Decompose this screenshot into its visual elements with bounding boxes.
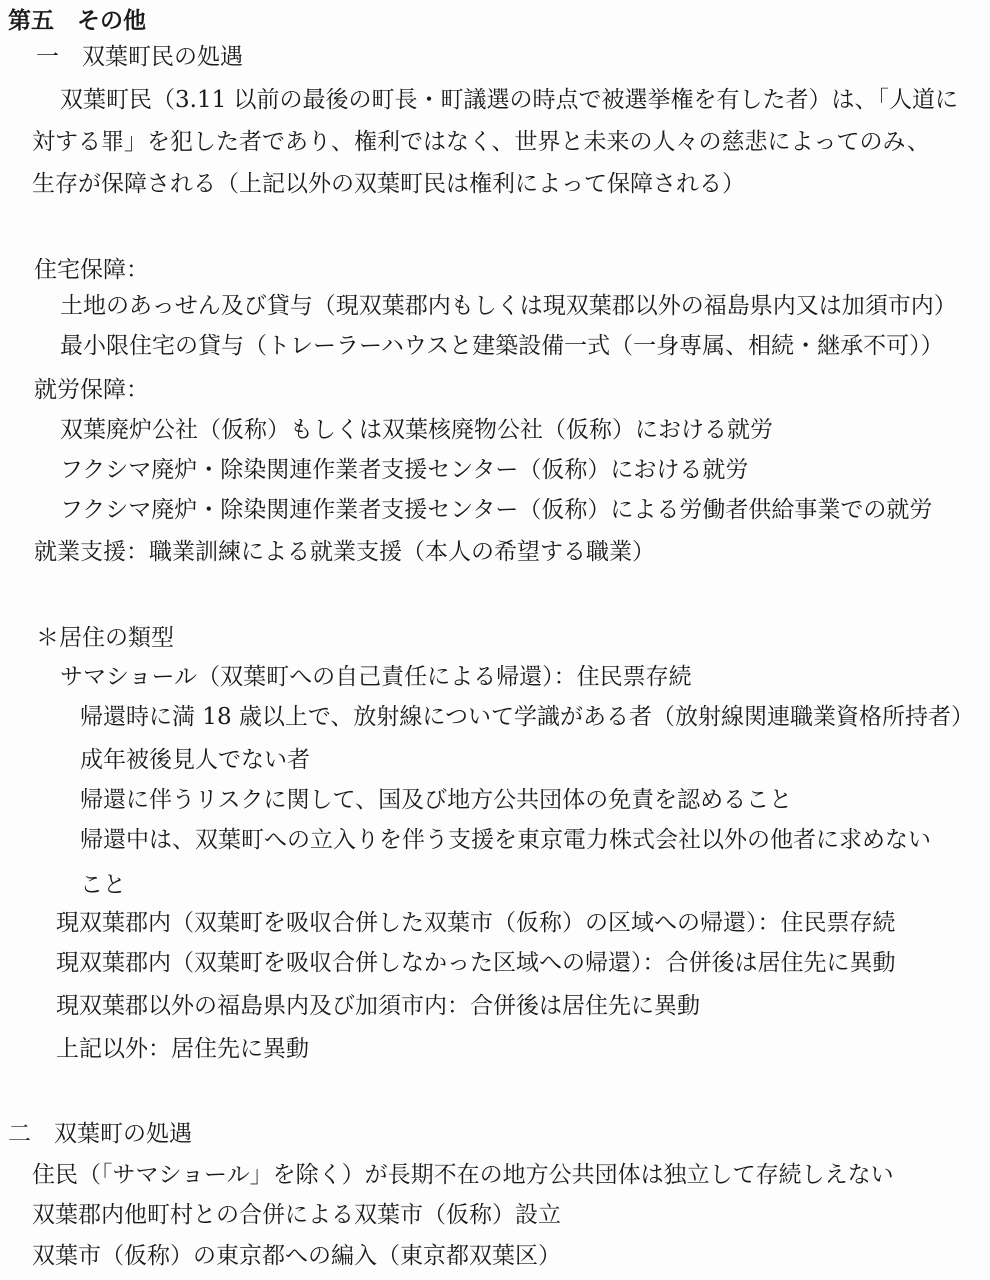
housing-item: 最小限住宅の貸与（トレーラーハウスと建築設備一式（一身専属、相続・継承不可）） — [60, 333, 944, 359]
labor-label: 就労保障： — [34, 377, 149, 403]
residence-type: 現双葉郡内（双葉町を吸収合併しなかった区域への帰還）：合併後は居住先に異動 — [56, 950, 896, 976]
labor-item: 双葉廃炉公社（仮称）もしくは双葉核廃物公社（仮称）における就労 — [60, 417, 773, 443]
paragraph-line-3: 生存が保障される（上記以外の双葉町民は権利によって保障される） — [32, 171, 745, 197]
part2-heading: 二 双葉町の処遇 — [8, 1121, 192, 1147]
samashore-condition: 帰還中は、双葉町への立入りを伴う支援を東京電力株式会社以外の他者に求めない — [80, 827, 931, 853]
labor-item: フクシマ廃炉・除染関連作業者支援センター（仮称）による労働者供給事業での就労 — [60, 497, 933, 523]
paragraph-line-2: 対する罪」を犯した者であり、権利ではなく、世界と未来の人々の慈悲によってのみ、 — [32, 129, 930, 155]
residence-type: 上記以外：居住先に異動 — [56, 1036, 309, 1062]
part2-item: 住民（「サマショール」を除く）が長期不在の地方公共団体は独立して存続しえない — [32, 1162, 894, 1188]
residence-type: 現双葉郡内（双葉町を吸収合併した双葉市（仮称）の区域への帰還）：住民票存続 — [56, 910, 896, 936]
residence-heading: ＊居住の類型 — [36, 625, 174, 651]
samashore-condition: こと — [80, 872, 126, 898]
employment-support: 就業支援：職業訓練による就業支援（本人の希望する職業） — [34, 539, 655, 565]
samashore-condition: 成年被後見人でない者 — [80, 747, 310, 773]
part1-heading: 一 双葉町民の処遇 — [36, 44, 243, 70]
samashore-line: サマショール（双葉町への自己責任による帰還）：住民票存続 — [60, 664, 692, 690]
housing-label: 住宅保障： — [34, 257, 149, 283]
paragraph-line-1: 双葉町民（3.11 以前の最後の町長・町議選の時点で被選挙権を有した者）は、「人道に — [60, 87, 959, 113]
samashore-condition: 帰還に伴うリスクに関して、国及び地方公共団体の免責を認めること — [80, 787, 793, 813]
part2-item: 双葉郡内他町村との合併による双葉市（仮称）設立 — [32, 1202, 561, 1228]
residence-type: 現双葉郡以外の福島県内及び加須市内：合併後は居住先に異動 — [56, 993, 700, 1019]
housing-item: 土地のあっせん及び貸与（現双葉郡内もしくは現双葉郡以外の福島県内又は加須市内） — [60, 293, 957, 319]
part2-item: 双葉市（仮称）の東京都への編入（東京都双葉区） — [32, 1243, 561, 1269]
labor-item: フクシマ廃炉・除染関連作業者支援センター（仮称）における就労 — [60, 457, 749, 483]
samashore-condition: 帰還時に満 18 歳以上で、放射線について学識がある者（放射線関連職業資格所持者） — [80, 704, 974, 730]
section-heading: 第五 その他 — [8, 7, 146, 34]
